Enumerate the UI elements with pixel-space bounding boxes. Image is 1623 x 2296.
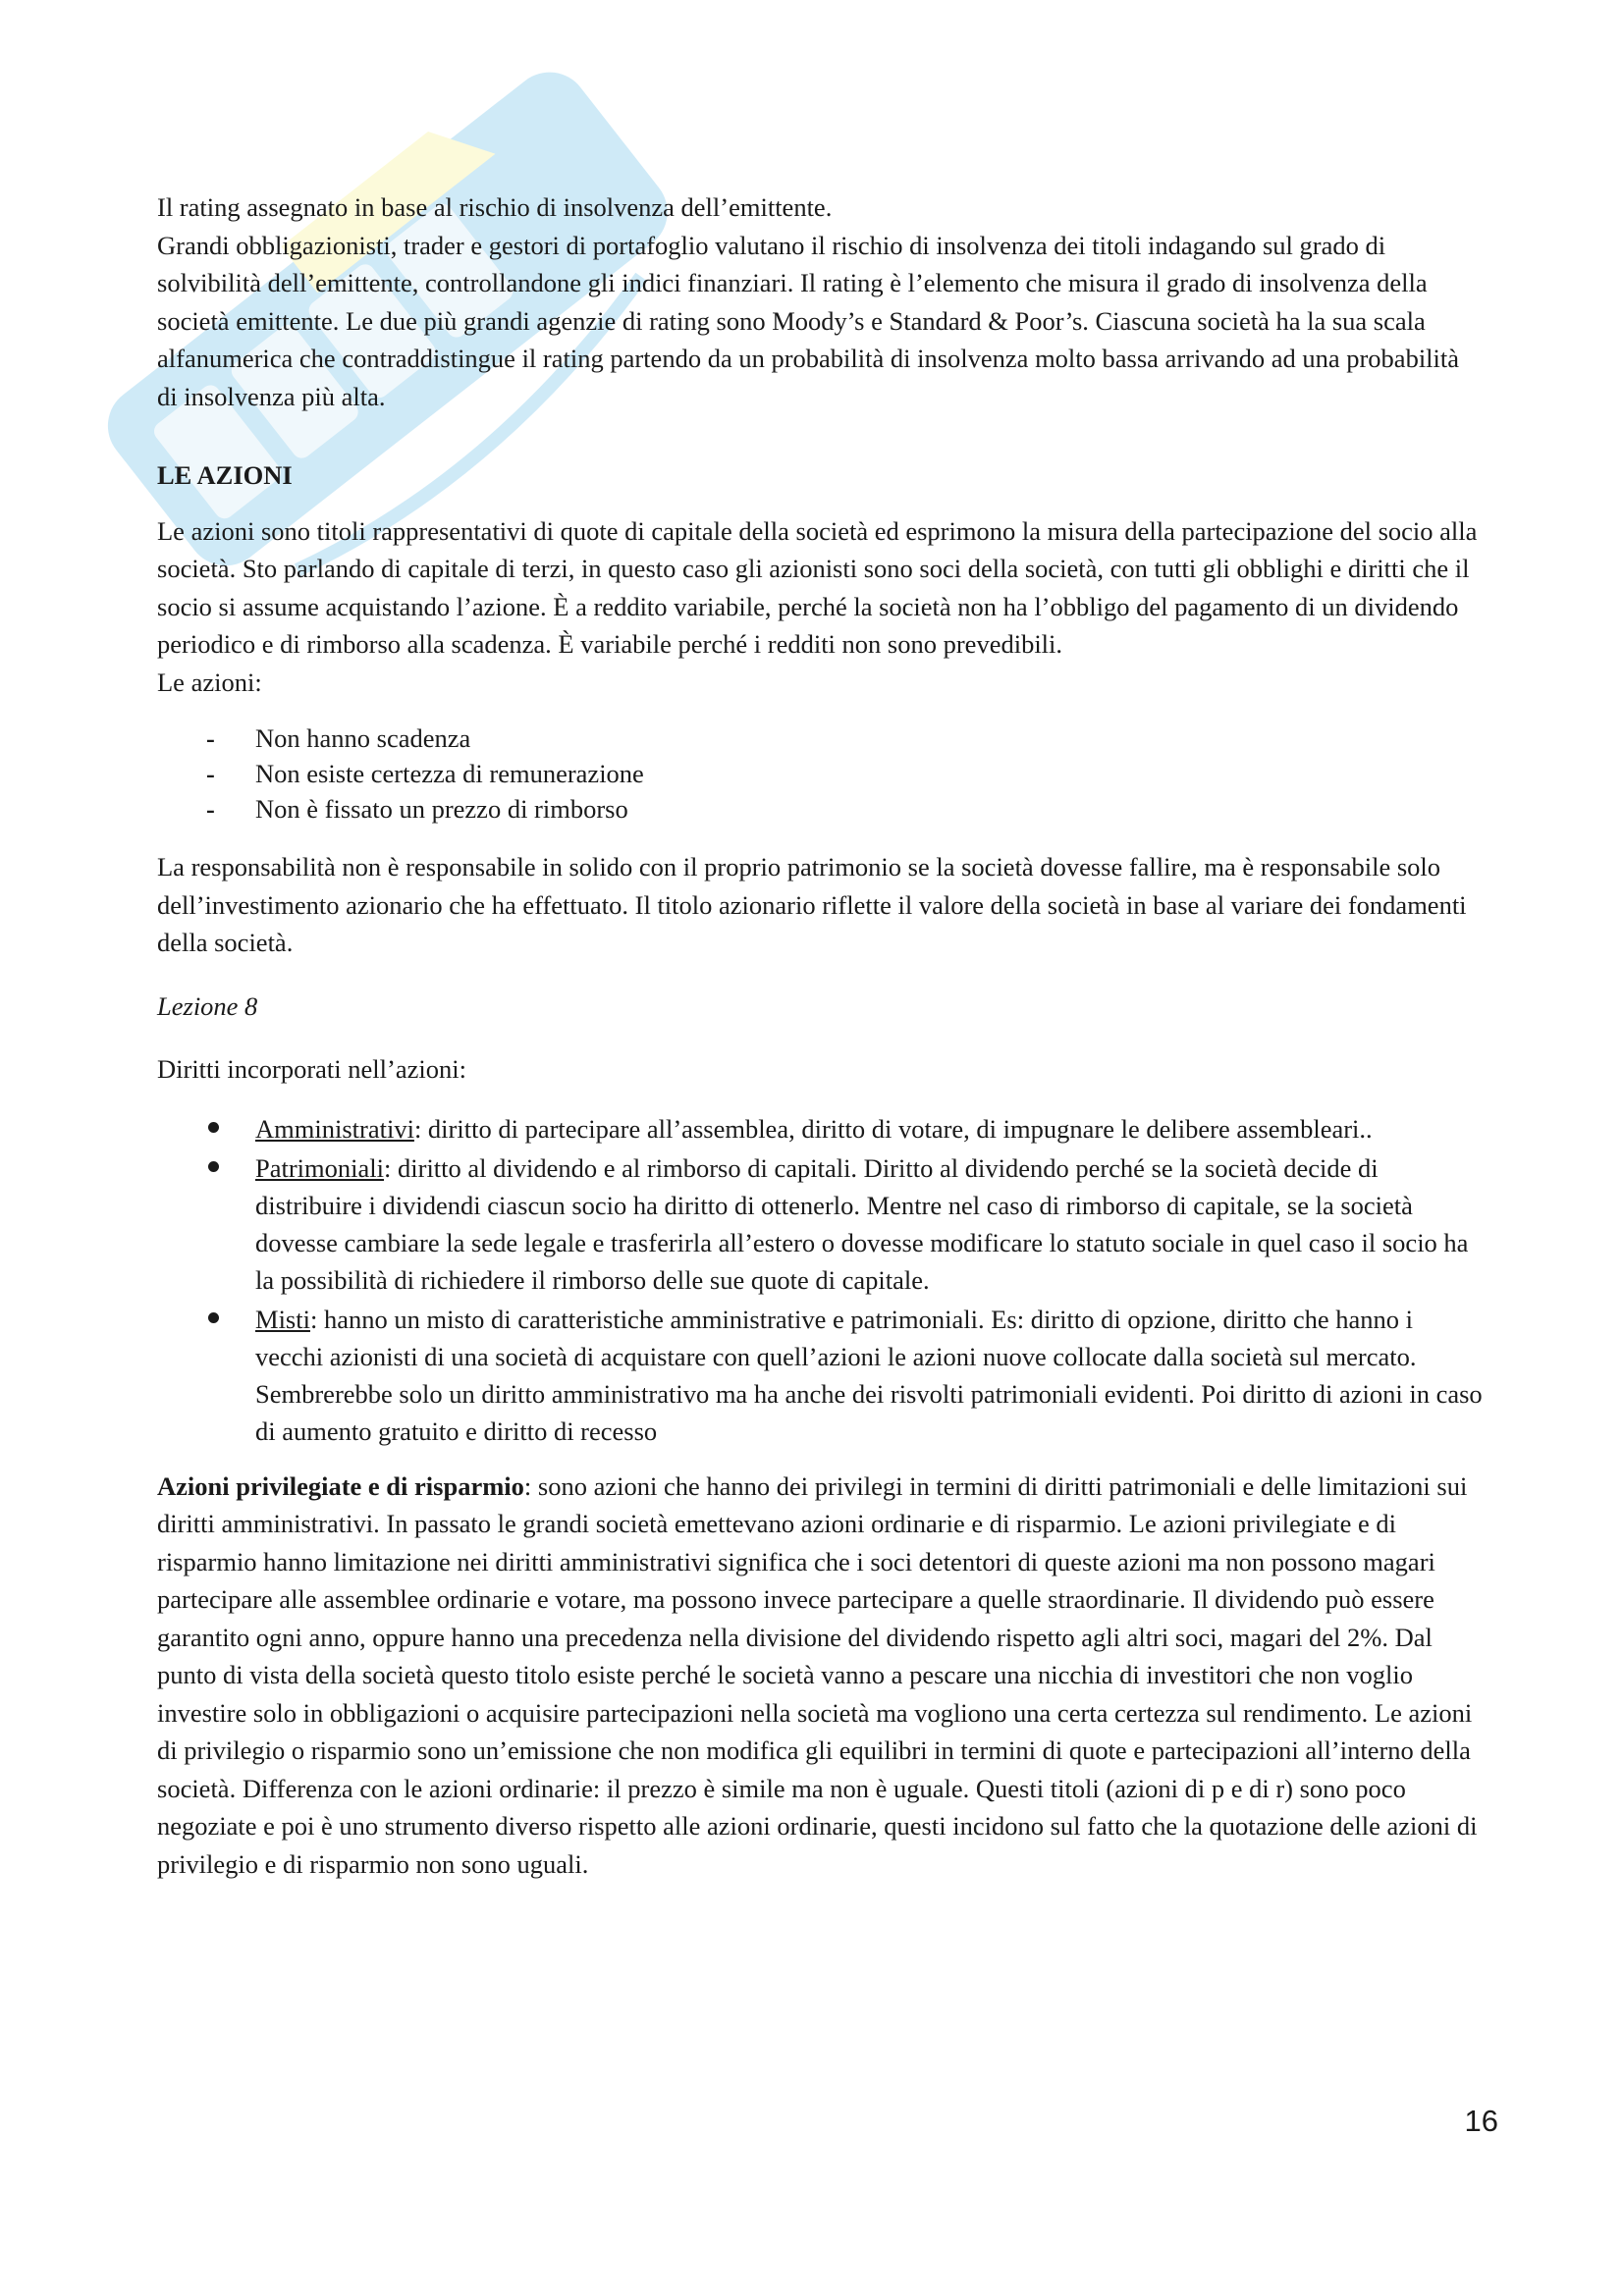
lezione-label: Lezione 8 — [157, 990, 258, 1021]
privilegiate-label: Azioni privilegiate e di risparmio — [157, 1470, 524, 1501]
dash-marker: - — [206, 794, 215, 824]
diritto-term: Misti — [255, 1304, 310, 1334]
page-content — [157, 188, 1483, 1883]
bullet-icon — [208, 1161, 219, 1172]
azioni-paragraph: Le azioni sono titoli rappresentativi di quote di capitale della società ed esprimono la misura della partecipazione del socio alla società. Sto parlando di capitale di terzi, in questo caso gli azionisti sono soci della società, con tutti gli obblighi e diritti che il socio si assume acquistando l’azione. È a reddito variabile, perché la società non ha l’obbligo del pagamento di un dividendo periodico e di rimborso alla scadenza. È variabile perché i redditi non sono prevedibili. — [157, 515, 1478, 659]
list-item: Misti: hanno un misto di caratteristiche amministrative e patrimoniali. Es: diritto di opzione, diritto che hanno i vecchi azionisti di una società di acquistare con quell’azioni le azioni nuove collocate dalla società sul mercato. Sembrerebbe solo un diritto amministrativo ma ha anche dei risvolti patrimoniali evidenti. Poi diritto di azioni in caso di aumento gratuito e diritto di recesso — [157, 1301, 1483, 1450]
list-item: - Non esiste certezza di remunerazione — [157, 756, 1483, 791]
azioni-list-intro: Le azioni: — [157, 667, 262, 697]
diritti-bullet-list — [157, 1110, 1483, 1450]
list-item: Amministrativi: diritto di partecipare all’assemblea, diritto di votare, di impugnare le delibere assembleari.. — [157, 1110, 1483, 1148]
diritto-term: Patrimoniali — [255, 1152, 385, 1183]
list-item: Patrimoniali: diritto al dividendo e al rimborso di capitali. Diritto al dividendo perché se la società decide di distribuire i dividendi ciascun socio ha diritto di ottenerlo. Mentre nel caso di rimborso di capitale, se la società dovesse cambiare la sede legale e trasferirla all’estero o dovesse modificare lo statuto sociale in quel caso il socio ha la possibilità di richiedere il rimborso delle sue quote di capitale. — [157, 1149, 1483, 1299]
list-item: - Non hanno scadenza — [157, 721, 1483, 756]
bullet-icon — [208, 1312, 219, 1323]
list-item: - Non è fissato un prezzo di rimborso — [157, 791, 1483, 827]
diritti-intro: Diritti incorporati nell’azioni: — [157, 1054, 466, 1084]
azioni-dash-list — [157, 721, 1483, 827]
rating-heading: Il rating assegnato in base al rischio di insolvenza dell’emittente. — [157, 192, 833, 222]
responsabilita-paragraph: La responsabilità non è responsabile in solido con il proprio patrimonio se la società dovesse fallire, ma è responsabile solo dell’investimento azionario che ha effettuato. Il titolo azionario riflette il valore della società in base al variare dei fondamenti della società. — [157, 852, 1467, 957]
section-title-le-azioni: LE AZIONI — [157, 460, 293, 490]
bullet-icon — [208, 1122, 219, 1133]
dash-marker: - — [206, 759, 215, 788]
dash-marker: - — [206, 723, 215, 753]
diritto-term: Amministrativi — [255, 1113, 414, 1144]
rating-paragraph: Grandi obbligazionisti, trader e gestori di portafoglio valutano il rischio di insolvenza dei titoli indagando sul grado di solvibilità dell’emittente, controllandone gli indici finanziari. Il rating è l’elemento che misura il grado di insolvenza della società emittente. Le due più grandi agenzie di rating sono Moody’s e Standard & Poor’s. Ciascuna società ha la sua scala alfanumerica che contraddistingue il rating partendo da un probabilità di insolvenza molto bassa arrivando ad una probabilità di insolvenza più alta. — [157, 230, 1460, 411]
page-number: 16 — [1464, 2104, 1498, 2138]
privilegiate-paragraph: Azioni privilegiate e di risparmio: sono azioni che hanno dei privilegi in termini di diritti patrimoniali e delle limitazioni sui diritti amministrativi. In passato le grandi società emettevano azioni ordinarie e di risparmio. Le azioni privilegiate e di risparmio hanno limitazione nei diritti amministrativi significa che i soci detentori di queste azioni ma non possono magari partecipare alle assemblee ordinarie e votare, ma possono invece partecipare a quelle straordinarie. Il dividendo può essere garantito ogni anno, oppure hanno una precedenza nella divisione del dividendo rispetto agli altri soci, magari del 2%. Dal punto di vista della società questo titolo esiste perché le società vanno a pescare una nicchia di investitori che non voglio investire solo in obbligazioni o acquisire partecipazioni nella società ma vogliono una certa certezza sul rendimento. Le azioni di privilegio o risparmio sono un’emissione che non modifica gli equilibri in termini di quote e partecipazioni all’interno della società. Differenza con le azioni ordinarie: il prezzo è simile ma non è uguale. Questi titoli (azioni di p e di r) sono poco negoziate e poi è uno strumento diverso rispetto alle azioni ordinarie, questi incidono sul fatto che la quotazione delle azioni di privilegio e di risparmio non sono uguali. — [157, 1470, 1478, 1879]
